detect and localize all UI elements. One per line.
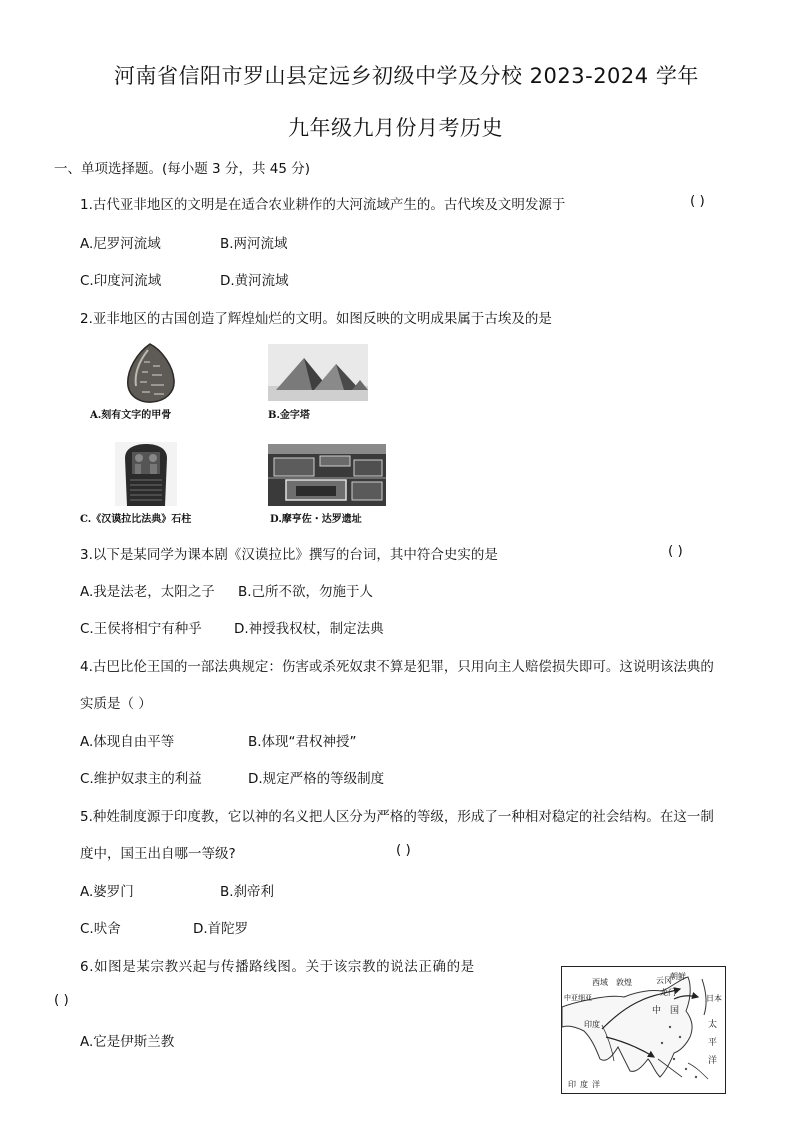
q3-option-d: D.神授我权杖，制定法典: [234, 621, 384, 637]
q5-option-b: B.刹帝利: [220, 884, 275, 900]
q3-option-a: A.我是法老，太阳之子: [80, 584, 215, 600]
q2-stem: 2.亚非地区的古国创造了辉煌灿烂的文明。如图反映的文明成果属于古埃及的是: [80, 311, 552, 327]
q6-stem: 6.如图是某宗教兴起与传播路线图。关于该宗教的说法正确的是: [80, 959, 475, 975]
mohenjo-daro-ruins-image: [268, 444, 386, 506]
q4-option-a: A.体现自由平等: [80, 734, 175, 750]
map-label-ping: 平: [708, 1038, 718, 1048]
q4-option-d: D.规定严格的等级制度: [248, 771, 385, 787]
q4-option-b: B.体现“君权神授”: [248, 734, 357, 750]
q3-stem: 3.以下是某同学为课本剧《汉谟拉比》撰写的台词，其中符合史实的是: [80, 547, 498, 563]
q3-option-c: C.王侯将相宁有种乎: [80, 621, 202, 637]
q5-stem-line2: 度中，国王出自哪一等级?: [80, 846, 236, 862]
map-label-japan: 日本: [706, 994, 722, 1003]
q5-stem-line1: 5.种姓制度源于印度教，它以神的名义把人区分为严格的等级，形成了一种相对稳定的社会结构。在这一制: [80, 809, 714, 825]
map-label-dunhuang: 敦煌: [616, 978, 632, 987]
q1-option-b: B.两河流域: [220, 236, 288, 252]
q4-stem-line2: 实质是（ ）: [80, 696, 152, 712]
q1-option-d: D.黄河流域: [220, 273, 289, 289]
map-drawing: [562, 967, 725, 1093]
q1-stem: 1.古代亚非地区的文明是在适合农业耕作的大河流域产生的。古代埃及文明发源于: [80, 197, 566, 213]
q2-caption-d: D.摩亨佐・达罗遗址: [270, 514, 362, 525]
map-label-longmen: 龙门: [660, 988, 676, 997]
map-label-india: 印度: [584, 1020, 600, 1029]
q3-option-b: B.己所不欲，勿施于人: [238, 584, 374, 600]
oracle-bone-image: [120, 342, 180, 404]
q2-caption-a: A.刻有文字的甲骨: [90, 410, 172, 421]
religion-spread-map: [561, 966, 726, 1094]
q1-option-c: C.印度河流域: [80, 273, 162, 289]
map-label-yungang: 云冈: [656, 976, 672, 985]
map-label-tai: 太: [708, 1020, 718, 1030]
map-label-zhong: 中: [652, 1006, 662, 1016]
map-label-korea: 朝鲜: [670, 972, 686, 981]
q5-option-c: C.吠舍: [80, 921, 121, 937]
hammurabi-stele-image: [115, 442, 177, 506]
q1-answer-paren: ( ): [690, 193, 705, 209]
q5-option-a: A.婆罗门: [80, 884, 134, 900]
map-label-xiyu: 西域: [592, 978, 608, 987]
q4-stem-line1: 4.古巴比伦王国的一部法典规定：伤害或杀死奴隶不算是犯罪，只用向主人赔偿损失即可。这说明该法典的: [80, 659, 714, 675]
page-title-line1: 河南省信阳市罗山县定远乡初级中学及分校 2023-2024 学年: [114, 64, 699, 88]
q5-answer-paren: ( ): [396, 842, 411, 858]
q2-caption-c: C.《汉谟拉比法典》石柱: [80, 514, 192, 525]
q6-option-a: A.它是伊斯兰教: [80, 1034, 175, 1050]
map-label-indian-ocean: 印度洋: [568, 1080, 604, 1089]
section-heading: 一、单项选择题。(每小题 3 分，共 45 分): [54, 161, 310, 177]
q2-caption-b: B.金字塔: [268, 410, 310, 421]
q4-option-c: C.维护奴隶主的利益: [80, 771, 202, 787]
q3-answer-paren: ( ): [668, 543, 683, 559]
q1-option-a: A.尼罗河流域: [80, 236, 161, 252]
map-label-yang: 洋: [708, 1056, 718, 1066]
map-label-central-asia: 中亚细亚: [564, 994, 592, 1002]
q6-answer-paren: ( ): [54, 992, 69, 1008]
q5-option-d: D.首陀罗: [193, 921, 249, 937]
map-label-guo: 国: [670, 1006, 680, 1016]
page-title-line2: 九年级九月份月考历史: [288, 116, 503, 140]
pyramids-image: [268, 344, 368, 401]
